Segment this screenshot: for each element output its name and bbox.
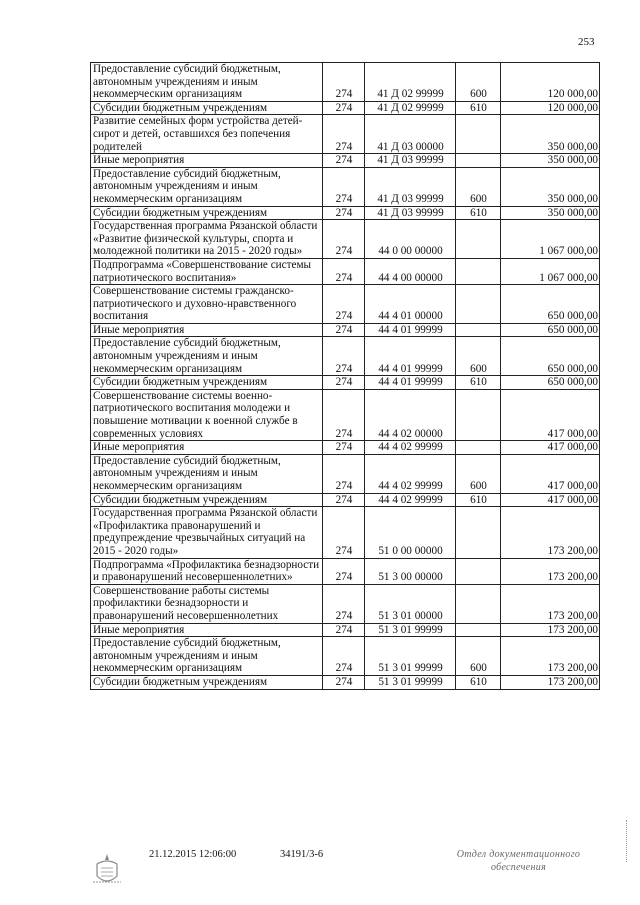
cell-code: 274 xyxy=(323,63,365,102)
cell-amount: 120 000,00 xyxy=(501,63,600,102)
cell-amount: 650 000,00 xyxy=(501,376,600,390)
cell-name: Иные мероприятия xyxy=(91,623,323,637)
table-row xyxy=(91,675,600,689)
cell-amount: 173 200,00 xyxy=(501,675,600,689)
cell-amount: 350 000,00 xyxy=(501,154,600,168)
cell-expense-type xyxy=(456,507,501,558)
cell-expense-type xyxy=(456,154,501,168)
page-number: 253 xyxy=(578,36,595,48)
cell-target-article: 41 Д 03 99999 xyxy=(365,167,456,206)
cell-name: Развитие семейных форм устройства детей-сирот и детей, оставшихся без попечения родителей xyxy=(91,115,323,154)
cell-expense-type: 610 xyxy=(456,206,501,220)
cell-name: Иные мероприятия xyxy=(91,441,323,455)
cell-target-article: 44 4 02 99999 xyxy=(365,454,456,493)
cell-code: 274 xyxy=(323,337,365,376)
table-row xyxy=(91,220,600,259)
cell-code: 274 xyxy=(323,623,365,637)
cell-name: Предоставление субсидий бюджетным, автономным учреждениям и иным некоммерческим организациям xyxy=(91,337,323,376)
cell-amount: 650 000,00 xyxy=(501,285,600,324)
cell-expense-type xyxy=(456,285,501,324)
cell-code: 274 xyxy=(323,167,365,206)
cell-expense-type: 600 xyxy=(456,167,501,206)
cell-name: Государственная программа Рязанской области «Профилактика правонарушений и предупреждение чрезвычайных ситуаций на 2015 - 2020 годы» xyxy=(91,507,323,558)
department-stamp xyxy=(446,848,591,874)
table-row xyxy=(91,115,600,154)
cell-code: 274 xyxy=(323,154,365,168)
cell-expense-type xyxy=(456,389,501,440)
table-row xyxy=(91,558,600,584)
table-row xyxy=(91,337,600,376)
table-row xyxy=(91,167,600,206)
cell-expense-type: 610 xyxy=(456,101,501,115)
cell-code: 274 xyxy=(323,675,365,689)
cell-name: Совершенствование работы системы профилактики безнадзорности и правонарушений несовершеннолетних xyxy=(91,584,323,623)
cell-target-article: 51 3 01 99999 xyxy=(365,675,456,689)
table-row xyxy=(91,441,600,455)
cell-amount: 173 200,00 xyxy=(501,623,600,637)
cell-name: Иные мероприятия xyxy=(91,154,323,168)
footer-date: 21.12.2015 12:06:00 xyxy=(149,849,237,860)
table-row xyxy=(91,206,600,220)
cell-expense-type xyxy=(456,441,501,455)
cell-name: Подпрограмма «Совершенствование системы патриотического воспитания» xyxy=(91,258,323,284)
cell-amount: 173 200,00 xyxy=(501,507,600,558)
cell-target-article: 51 3 01 99999 xyxy=(365,637,456,676)
table-row xyxy=(91,376,600,390)
cell-expense-type xyxy=(456,323,501,337)
table-row xyxy=(91,285,600,324)
cell-amount: 417 000,00 xyxy=(501,441,600,455)
cell-expense-type: 600 xyxy=(456,63,501,102)
cell-amount: 350 000,00 xyxy=(501,167,600,206)
cell-target-article: 44 4 02 99999 xyxy=(365,441,456,455)
table-row xyxy=(91,623,600,637)
cell-amount: 417 000,00 xyxy=(501,493,600,507)
cell-name: Предоставление субсидий бюджетным, автономным учреждениям и иным некоммерческим организациям xyxy=(91,63,323,102)
cell-code: 274 xyxy=(323,441,365,455)
cell-target-article: 44 0 00 00000 xyxy=(365,220,456,259)
cell-code: 274 xyxy=(323,115,365,154)
cell-name: Предоставление субсидий бюджетным, автономным учреждениям и иным некоммерческим организациям xyxy=(91,167,323,206)
cell-amount: 1 067 000,00 xyxy=(501,258,600,284)
cell-amount: 417 000,00 xyxy=(501,389,600,440)
cell-name: Субсидии бюджетным учреждениям xyxy=(91,493,323,507)
cell-name: Государственная программа Рязанской области «Развитие физической культуры, спорта и молодежной политики на 2015 - 2020 годы» xyxy=(91,220,323,259)
cell-target-article: 41 Д 02 99999 xyxy=(365,63,456,102)
cell-target-article: 41 Д 03 99999 xyxy=(365,154,456,168)
cell-name: Субсидии бюджетным учреждениям xyxy=(91,101,323,115)
table-row xyxy=(91,389,600,440)
cell-target-article: 44 4 02 00000 xyxy=(365,389,456,440)
cell-target-article: 44 4 02 99999 xyxy=(365,493,456,507)
cell-code: 274 xyxy=(323,507,365,558)
cell-amount: 173 200,00 xyxy=(501,637,600,676)
cell-code: 274 xyxy=(323,454,365,493)
cell-name: Подпрограмма «Профилактика безнадзорности и правонарушений несовершеннолетних» xyxy=(91,558,323,584)
cell-target-article: 41 Д 03 00000 xyxy=(365,115,456,154)
cell-expense-type xyxy=(456,623,501,637)
cell-name: Субсидии бюджетным учреждениям xyxy=(91,675,323,689)
cell-amount: 417 000,00 xyxy=(501,454,600,493)
table-row xyxy=(91,637,600,676)
cell-target-article: 51 3 01 99999 xyxy=(365,623,456,637)
cell-target-article: 51 0 00 00000 xyxy=(365,507,456,558)
cell-expense-type xyxy=(456,558,501,584)
cell-code: 274 xyxy=(323,637,365,676)
cell-target-article: 51 3 01 00000 xyxy=(365,584,456,623)
cell-amount: 120 000,00 xyxy=(501,101,600,115)
cell-code: 274 xyxy=(323,206,365,220)
cell-code: 274 xyxy=(323,101,365,115)
cell-name: Совершенствование системы военно-патриотического воспитания молодежи и повышение мотивации к военной службе в современных условиях xyxy=(91,389,323,440)
cell-name: Иные мероприятия xyxy=(91,323,323,337)
table-row xyxy=(91,258,600,284)
cell-expense-type: 610 xyxy=(456,675,501,689)
cell-expense-type: 610 xyxy=(456,493,501,507)
cell-target-article: 44 4 01 99999 xyxy=(365,323,456,337)
table-row xyxy=(91,454,600,493)
cell-code: 274 xyxy=(323,493,365,507)
cell-amount: 350 000,00 xyxy=(501,115,600,154)
cell-target-article: 51 3 00 00000 xyxy=(365,558,456,584)
cell-name: Субсидии бюджетным учреждениям xyxy=(91,376,323,390)
cell-expense-type xyxy=(456,115,501,154)
cell-amount: 173 200,00 xyxy=(501,558,600,584)
cell-amount: 350 000,00 xyxy=(501,206,600,220)
budget-table xyxy=(90,62,600,690)
table-row xyxy=(91,63,600,102)
cell-expense-type: 600 xyxy=(456,637,501,676)
cell-code: 274 xyxy=(323,323,365,337)
cell-amount: 173 200,00 xyxy=(501,584,600,623)
cell-amount: 650 000,00 xyxy=(501,337,600,376)
cell-expense-type xyxy=(456,220,501,259)
cell-name: Предоставление субсидий бюджетным, автономным учреждениям и иным некоммерческим организациям xyxy=(91,637,323,676)
table-row xyxy=(91,493,600,507)
cell-expense-type: 600 xyxy=(456,337,501,376)
cell-code: 274 xyxy=(323,220,365,259)
stamp-line-2: обеспечения xyxy=(490,862,547,873)
cell-code: 274 xyxy=(323,258,365,284)
cell-code: 274 xyxy=(323,376,365,390)
table-row xyxy=(91,584,600,623)
cell-name: Предоставление субсидий бюджетным, автономным учреждениям и иным некоммерческим организациям xyxy=(91,454,323,493)
cell-expense-type: 600 xyxy=(456,454,501,493)
cell-code: 274 xyxy=(323,389,365,440)
cell-target-article: 44 4 01 99999 xyxy=(365,376,456,390)
table-row xyxy=(91,507,600,558)
table-row xyxy=(91,154,600,168)
budget-table-body xyxy=(91,63,600,690)
cell-target-article: 44 4 01 99999 xyxy=(365,337,456,376)
cell-name: Совершенствование системы гражданско-патриотического и духовно-нравственного воспитания xyxy=(91,285,323,324)
cell-target-article: 44 4 00 00000 xyxy=(365,258,456,284)
cell-amount: 650 000,00 xyxy=(501,323,600,337)
cell-expense-type: 610 xyxy=(456,376,501,390)
cell-target-article: 41 Д 02 99999 xyxy=(365,101,456,115)
cell-expense-type xyxy=(456,584,501,623)
stamp-line-1: Отдел документационного xyxy=(456,849,581,860)
cell-expense-type xyxy=(456,258,501,284)
cell-code: 274 xyxy=(323,558,365,584)
table-row xyxy=(91,323,600,337)
coat-of-arms-icon xyxy=(89,852,125,888)
cell-target-article: 44 4 01 00000 xyxy=(365,285,456,324)
cell-amount: 1 067 000,00 xyxy=(501,220,600,259)
cell-code: 274 xyxy=(323,285,365,324)
cell-target-article: 41 Д 03 99999 xyxy=(365,206,456,220)
cell-name: Субсидии бюджетным учреждениям xyxy=(91,206,323,220)
table-row xyxy=(91,101,600,115)
cell-code: 274 xyxy=(323,584,365,623)
footer-doc-number: 34191/3-6 xyxy=(280,849,324,860)
margin-mark xyxy=(626,820,633,862)
